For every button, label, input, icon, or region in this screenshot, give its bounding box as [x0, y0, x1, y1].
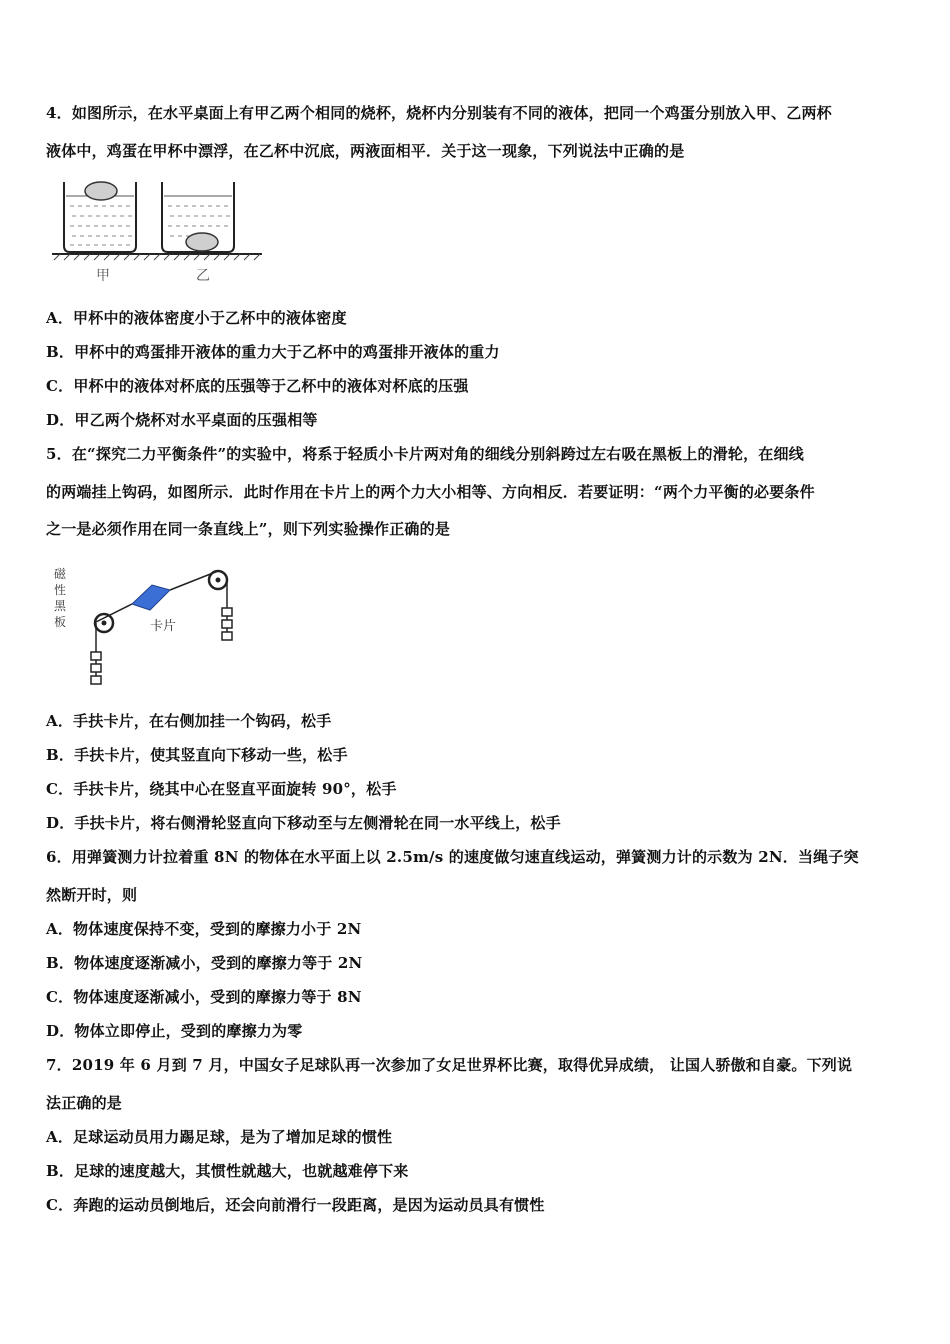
q4-option-b: B．甲杯中的鸡蛋排开液体的重力大于乙杯中的鸡蛋排开液体的重力	[46, 343, 500, 361]
egg-floating	[85, 182, 117, 200]
q5-option-d: D．手扶卡片，将右侧滑轮竖直向下移动至与左侧滑轮在同一水平线上，松手	[46, 814, 561, 832]
q4-option-d: D．甲乙两个烧杯对水平桌面的压强相等	[46, 411, 318, 429]
weights-left	[91, 652, 101, 684]
q4-stem-line-2: 液体中，鸡蛋在甲杯中漂浮，在乙杯中沉底，两液面相平．关于这一现象，下列说法中正确的是	[46, 142, 685, 160]
q5-stem-line-1: 5．在“探究二力平衡条件”的实验中，将系于轻质小卡片两对角的细线分别斜跨过左右吸在黑板上的滑轮，在细线	[46, 445, 804, 463]
fig-label-yi: 乙	[196, 268, 210, 284]
card	[132, 585, 170, 610]
q5-option-a: A．手扶卡片，在右侧加挂一个钩码，松手	[46, 712, 332, 730]
q4-stem-line-1: 4．如图所示，在水平桌面上有甲乙两个相同的烧杯，烧杯内分别装有不同的液体，把同一个鸡蛋分别放入甲、乙两杯	[46, 104, 832, 122]
q7-stem-line-1: 7．2019 年 6 月到 7 月，中国女子足球队再一次参加了女足世界杯比赛，取得优异成绩， 让国人骄傲和自豪。下列说	[46, 1056, 853, 1074]
q4-option-c: C．甲杯中的液体对杯底的压强等于乙杯中的液体对杯底的压强	[46, 377, 469, 395]
board-char-2: 性	[54, 583, 67, 597]
beaker-right	[162, 182, 234, 252]
q7-stem-line-2: 法正确的是	[46, 1094, 123, 1112]
q6-stem-line-2: 然断开时，则	[46, 886, 138, 904]
q5-stem-line-2: 的两端挂上钩码，如图所示．此时作用在卡片上的两个力大小相等、方向相反．若要证明：“两个力平衡的必要条件	[46, 483, 815, 501]
board-char-4: 板	[54, 615, 67, 629]
egg-sunk	[186, 233, 218, 251]
q5-option-c: C．手扶卡片，绕其中心在竖直平面旋转 90°，松手	[46, 780, 397, 798]
q4-option-a: A．甲杯中的液体密度小于乙杯中的液体密度	[46, 309, 347, 327]
q7-option-b: B．足球的速度越大，其惯性就越大，也就越难停下来	[46, 1162, 409, 1180]
weights-right	[222, 608, 232, 640]
fig-label-jia: 甲	[96, 268, 110, 284]
beaker-left	[64, 182, 136, 252]
card-label: 卡片	[150, 619, 177, 634]
q5-pulley-figure	[46, 560, 256, 690]
q6-option-a: A．物体速度保持不变，受到的摩擦力小于 2N	[46, 920, 362, 938]
q6-stem-line-1: 6．用弹簧测力计拉着重 8N 的物体在水平面上以 2.5m/s 的速度做匀速直线运动，弹簧测力计的示数为 2N．当绳子突	[46, 848, 859, 866]
q5-stem-line-3: 之一是必须作用在同一条直线上”，则下列实验操作正确的是	[46, 520, 451, 538]
q6-option-b: B．物体速度逐渐减小，受到的摩擦力等于 2N	[46, 954, 363, 972]
q6-option-d: D．物体立即停止，受到的摩擦力为零	[46, 1022, 303, 1040]
q7-option-a: A．足球运动员用力踢足球，是为了增加足球的惯性	[46, 1128, 393, 1146]
board-char-1: 磁	[54, 567, 67, 581]
q7-option-c: C．奔跑的运动员倒地后，还会向前滑行一段距离，是因为运动员具有惯性	[46, 1196, 545, 1214]
board-label	[54, 567, 67, 629]
q5-option-b: B．手扶卡片，使其竖直向下移动一些，松手	[46, 746, 348, 764]
board-char-3: 黑	[54, 599, 67, 613]
q4-beakers-figure	[46, 176, 276, 288]
q6-option-c: C．物体速度逐渐减小，受到的摩擦力等于 8N	[46, 988, 362, 1006]
